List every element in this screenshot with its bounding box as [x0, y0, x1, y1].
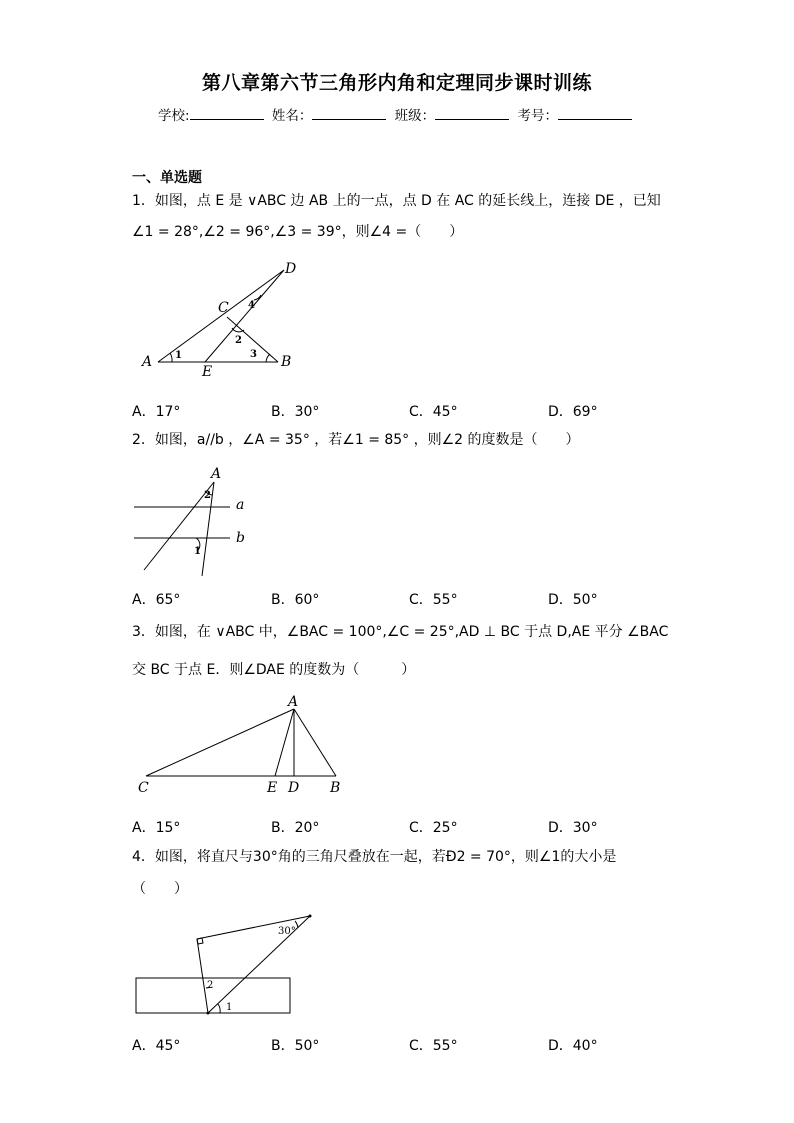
segment-ad — [158, 270, 284, 362]
question-2-line-1: 2．如图，a//b ，∠A = 35° ，若∠1 = 85° ，则∠2 的度数是（ ） — [132, 432, 580, 448]
vertex-dot-top — [309, 915, 312, 918]
question-4-line-1: 4．如图，将直尺与30°角的三角尺叠放在一起，若Ð2 = 70°，则∠1的大小是 — [132, 849, 617, 865]
q1-option-a[interactable]: A．17° — [132, 404, 181, 420]
q3-option-c[interactable]: C．25° — [409, 820, 458, 836]
label-d: D — [288, 780, 300, 796]
angle-2-label: 2 — [235, 335, 242, 346]
angle-1-arc — [218, 1004, 220, 1013]
angle-30-label: 30° — [278, 926, 296, 937]
q2-option-c[interactable]: C．55° — [409, 592, 458, 608]
angle-1-arc — [170, 353, 172, 362]
label-b: B — [281, 354, 292, 370]
name-blank[interactable] — [312, 107, 386, 120]
triangle-side-left — [197, 939, 208, 1013]
q3-option-d[interactable]: D．30° — [548, 820, 598, 836]
student-info-line — [0, 104, 794, 124]
q4-option-a[interactable]: A．45° — [132, 1038, 181, 1054]
q4-option-d[interactable]: D．40° — [548, 1038, 598, 1054]
class-label: 班级： — [394, 108, 436, 124]
question-4-figure — [130, 906, 330, 1026]
label-c: C — [218, 300, 229, 316]
q1-option-d[interactable]: D．69° — [548, 404, 598, 420]
segment-ca — [146, 709, 294, 776]
label-d: D — [285, 261, 297, 277]
q2-option-d[interactable]: D．50° — [548, 592, 598, 608]
q2-option-a[interactable]: A．65° — [132, 592, 181, 608]
number-blank[interactable] — [558, 107, 632, 120]
question-1-figure — [130, 258, 320, 378]
angle-2-label: 2 — [207, 980, 214, 991]
segment-ed — [205, 270, 284, 362]
q3-option-b[interactable]: B．20° — [271, 820, 320, 836]
question-3-line-2: 交 BC 于点 E．则∠DAE 的度数为（ ） — [132, 662, 416, 678]
question-1-line-1: 1．如图，点 E 是 ∨ABC 边 AB 上的一点，点 D 在 AC 的延长线上，连接 DE ，已知 — [132, 193, 661, 209]
number-label: 考号： — [517, 108, 558, 124]
angle-4-label: 4 — [248, 300, 255, 311]
label-line-b: b — [236, 530, 245, 546]
label-b: B — [330, 780, 341, 796]
angle-1-label: 1 — [175, 350, 182, 361]
question-3-line-1: 3．如图，在 ∨ABC 中，∠BAC = 100°,∠C = 25°,AD ⊥ BC 于点 D,AE 平分 ∠BAC — [132, 624, 669, 640]
label-e: E — [202, 364, 213, 378]
q1-option-c[interactable]: C．45° — [409, 404, 458, 420]
angle-1-label: 1 — [194, 546, 201, 557]
segment-ae — [275, 709, 294, 776]
question-4-line-2: （ ） — [132, 881, 188, 897]
angle-1-label: 1 — [226, 1002, 233, 1013]
question-3-figure — [130, 692, 360, 804]
question-2-figure — [130, 462, 260, 582]
name-label: 姓名： — [271, 108, 313, 124]
school-label: 学校: — [158, 108, 190, 124]
q4-option-b[interactable]: B．50° — [271, 1038, 320, 1054]
label-a-point: A — [211, 466, 222, 482]
q3-option-a[interactable]: A．15° — [132, 820, 181, 836]
page-title: 第八章第六节三角形内角和定理同步课时训练 — [201, 72, 592, 94]
section-heading: 一、单选题 — [132, 170, 202, 186]
angle-2-label: 2 — [204, 490, 211, 501]
angle-3-arc — [266, 354, 270, 362]
label-c: C — [138, 780, 149, 796]
class-blank[interactable] — [435, 107, 509, 120]
label-a: A — [142, 354, 153, 370]
angle-3-label: 3 — [250, 349, 257, 360]
question-1-line-2: ∠1 = 28°,∠2 = 96°,∠3 = 39°，则∠4 =（ ） — [132, 224, 464, 240]
q1-option-b[interactable]: B．30° — [271, 404, 320, 420]
vertex-dot-bottom — [207, 1012, 210, 1015]
school-blank[interactable] — [190, 107, 264, 120]
q2-option-b[interactable]: B．60° — [271, 592, 320, 608]
segment-ab — [294, 709, 336, 776]
label-a: A — [288, 694, 299, 710]
label-line-a: a — [236, 497, 245, 513]
label-e: E — [267, 780, 278, 796]
q4-option-c[interactable]: C．55° — [409, 1038, 458, 1054]
right-angle-mark — [197, 938, 203, 944]
